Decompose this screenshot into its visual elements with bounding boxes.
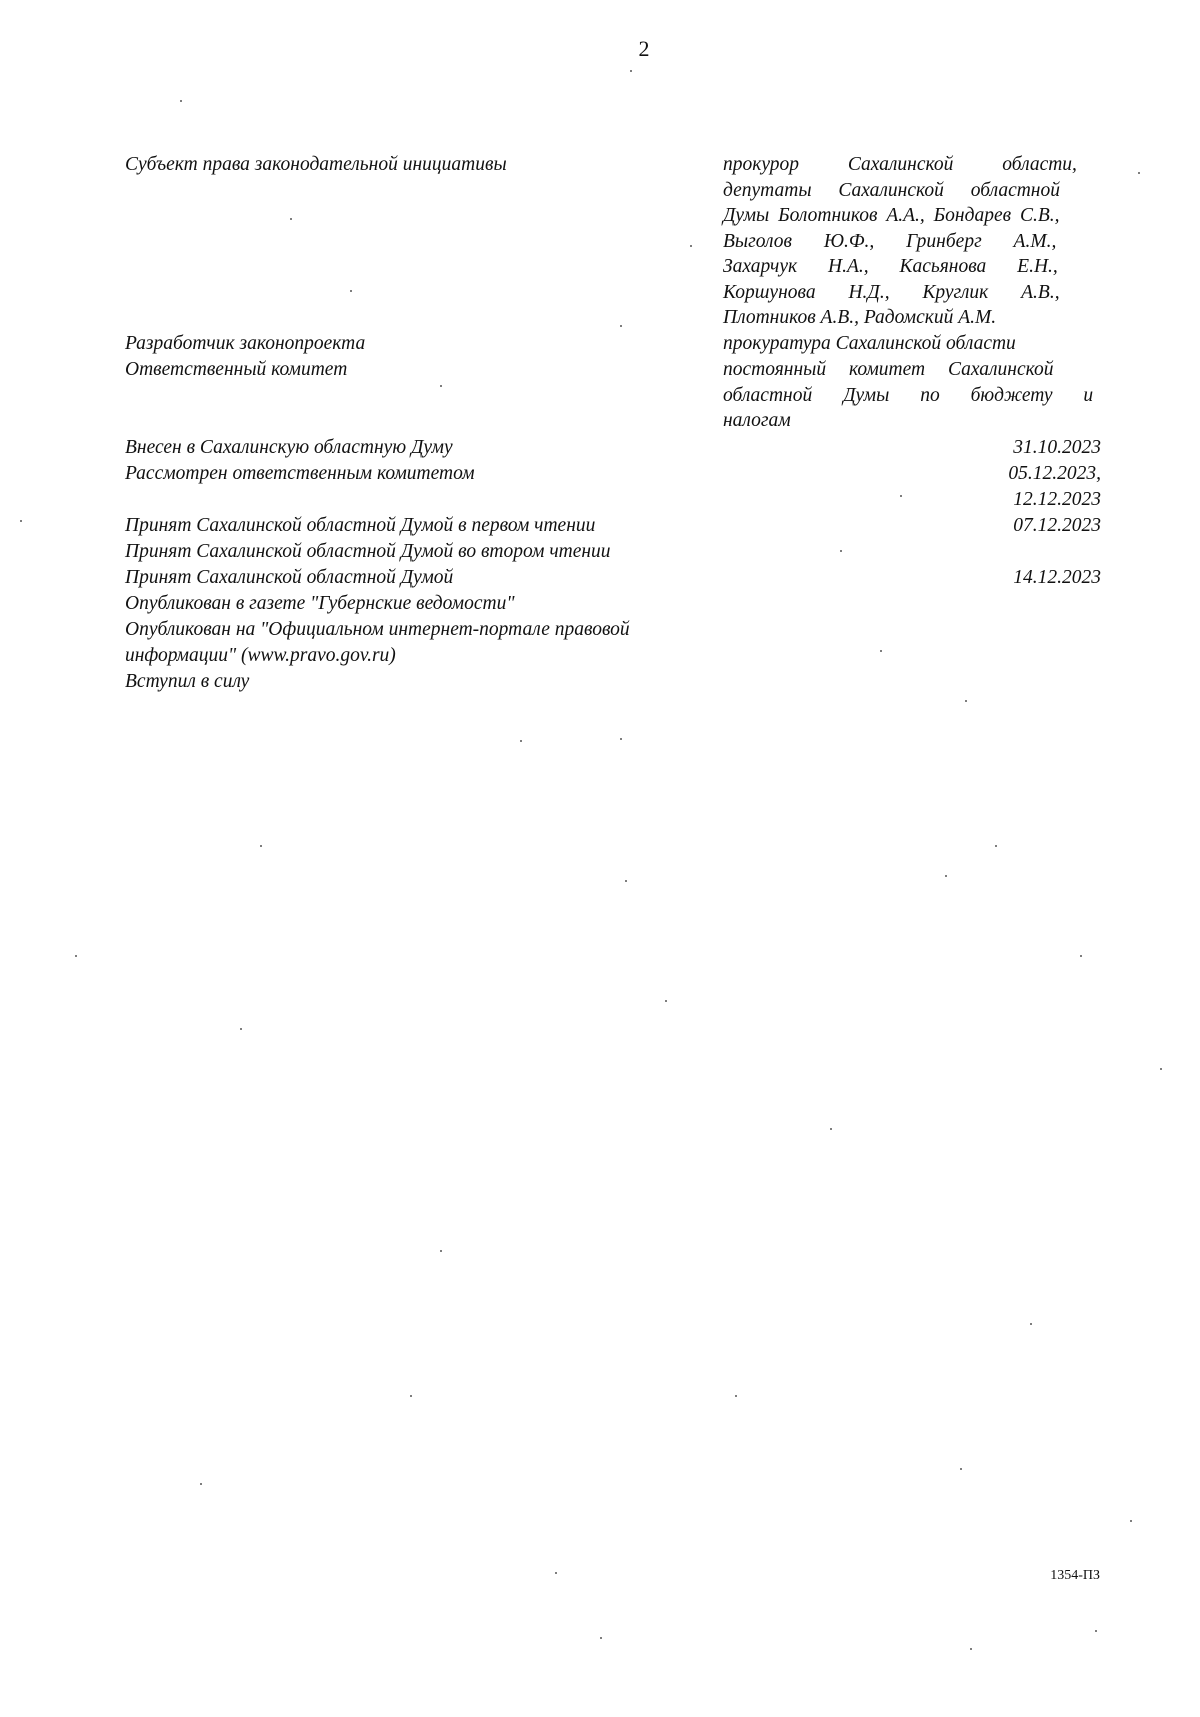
initiative-line-2: депутаты Сахалинской областной [723,179,1060,201]
submitted-label: Внесен в Сахалинскую областную Думу [125,437,453,458]
published-portal-line-1: Опубликован на "Официальном интернет-портале правовой [125,619,630,640]
committee-label: Ответственный комитет [125,359,348,380]
initiative-line-7: Плотников А.В., Радомский А.М. [723,307,997,328]
initiative-line-5: Захарчук Н.А., Касьянова Е.Н., [723,256,1058,277]
published-portal-line-2: информации" (www.pravo.gov.ru) [125,644,396,666]
initiative-subject-label: Субъект права законодательной инициативы [125,154,507,175]
reviewed-label: Рассмотрен ответственным комитетом [125,463,475,484]
second-reading-label: Принят Сахалинской областной Думой во втором чтении [125,541,611,562]
published-portal-label [125,617,725,668]
initiative-line-1: прокурор Сахалинской области, [723,154,1077,175]
initiative-line-6: Коршунова Н.Д., Круглик А.В., [723,281,1060,303]
adopted-label: Принят Сахалинской областной Думой [125,567,454,588]
committee-value [723,357,1101,434]
reviewed-date-1: 05.12.2023, [1008,463,1101,484]
committee-line-3: налогам [723,410,791,431]
initiative-line-3: Думы Болотников А.А., Бондарев С.В., [723,205,1060,226]
committee-line-2: областной Думы по бюджету и [723,384,1094,406]
adopted-date: 14.12.2023 [1013,567,1101,588]
submitted-date: 31.10.2023 [1013,437,1101,458]
published-gazette-label: Опубликован в газете "Губернские ведомости" [125,593,515,614]
developer-label: Разработчик законопроекта [125,333,366,354]
committee-line-1: постоянный комитет Сахалинской [723,359,1054,380]
document-code: 1354-ПЗ [1050,1568,1100,1583]
page-number: 2 [638,36,650,61]
first-reading-label: Принят Сахалинской областной Думой в первом чтении [125,515,596,536]
initiative-subject-value [723,152,1101,331]
entered-force-label: Вступил в силу [125,671,250,692]
developer-value: прокуратура Сахалинской области [723,333,1016,354]
reviewed-date-2: 12.12.2023 [1013,489,1101,510]
first-reading-date: 07.12.2023 [1013,515,1101,536]
initiative-line-4: Выголов Ю.Ф., Гринберг А.М., [723,230,1057,252]
